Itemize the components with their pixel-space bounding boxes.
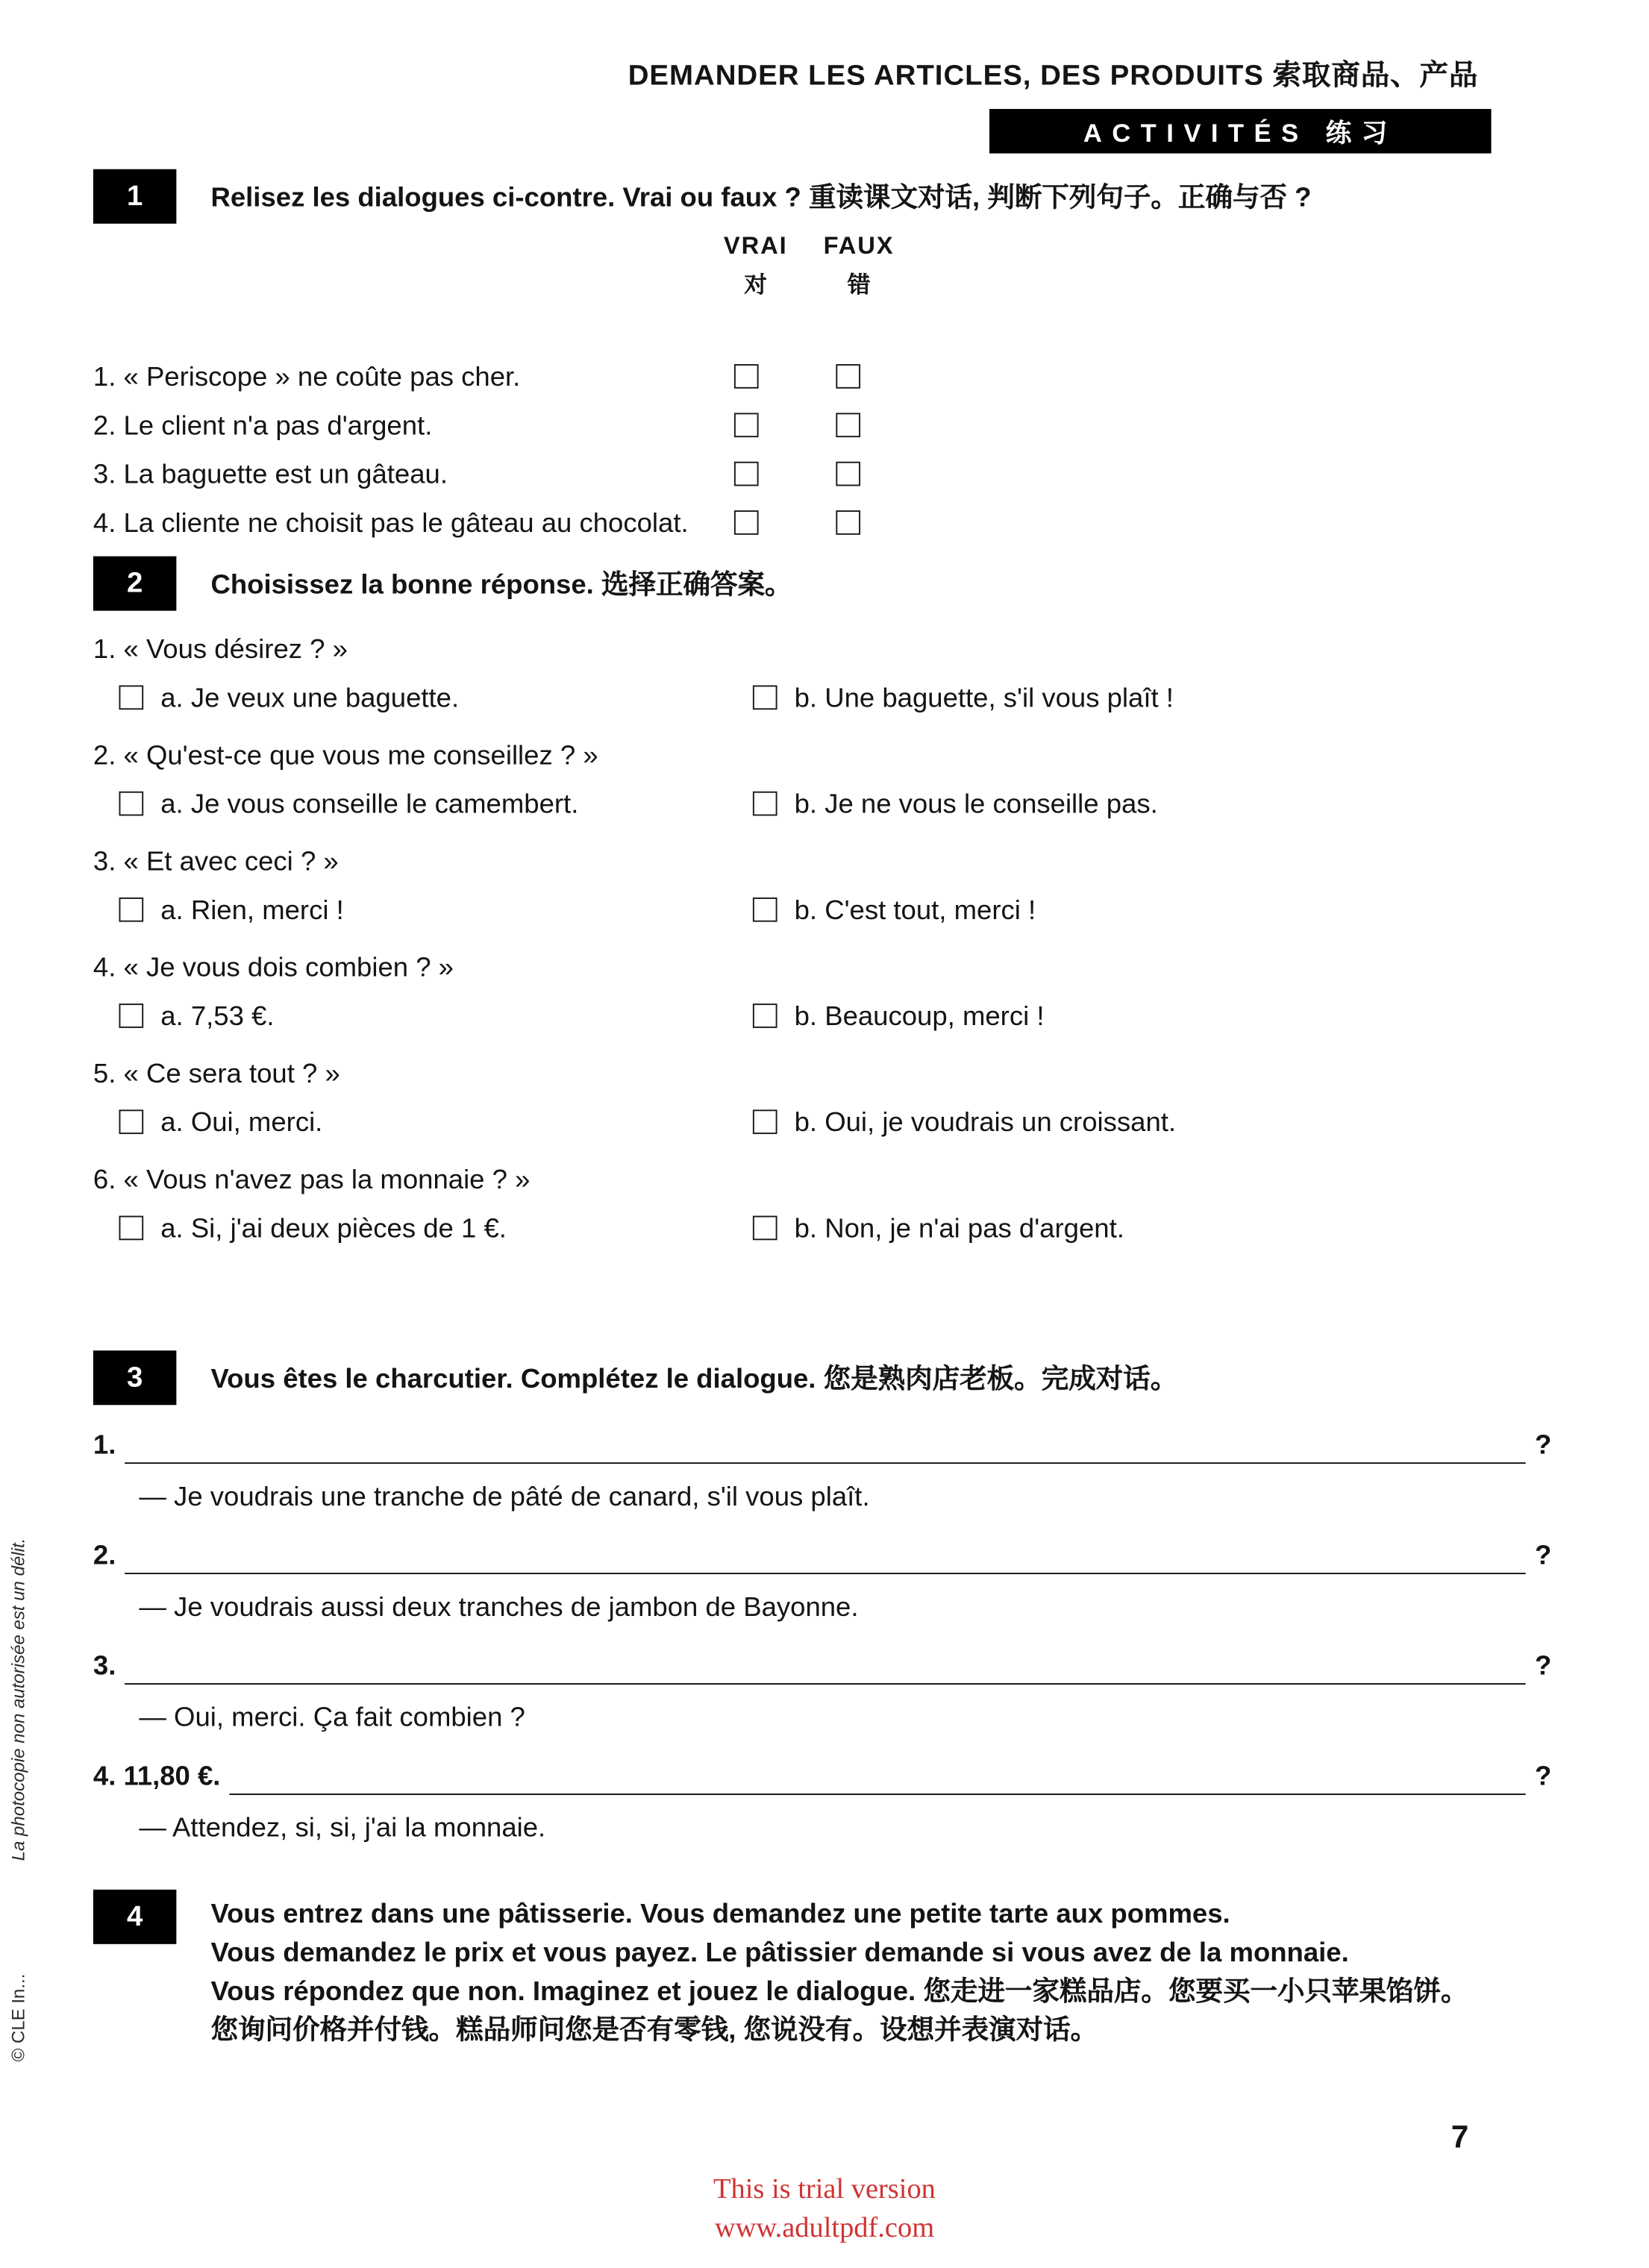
- exercise-1: [93, 169, 1551, 557]
- exercise-1-number: 1: [93, 169, 176, 224]
- option-b-checkbox-4[interactable]: [753, 1003, 777, 1028]
- instruction-line: Vous répondez que non. Imaginez et jouez le dialogue. 您走进一家糕品店。您要买一小只苹果馅饼。: [210, 1977, 1468, 2008]
- option-b-checkbox-5[interactable]: [753, 1109, 777, 1134]
- question-block: [93, 950, 1551, 1035]
- vrai-label-zh: 对: [744, 274, 768, 298]
- vrai-checkbox-3[interactable]: [734, 462, 759, 486]
- option-b-label: b. Une baguette, s'il vous plaît !: [794, 683, 1174, 715]
- faux-column-header: [813, 232, 905, 299]
- option-a-checkbox-3[interactable]: [119, 898, 144, 922]
- option-b-label: b. Je ne vous le conseille pas.: [794, 789, 1158, 821]
- dialogue-line-prefix: 2.: [93, 1541, 116, 1572]
- photocopy-margin-note: La photocopie non autorisée est un délit.: [8, 1538, 29, 1861]
- option-b-checkbox-3[interactable]: [753, 898, 777, 922]
- option-b-label: b. Non, je n'ai pas d'argent.: [794, 1214, 1124, 1245]
- dialogue-blank-4[interactable]: [229, 1762, 1526, 1795]
- option-b-checkbox-6[interactable]: [753, 1216, 777, 1241]
- question-text: 2. « Qu'est-ce que vous me conseillez ? »: [93, 741, 598, 771]
- option-b-label: b. C'est tout, merci !: [794, 896, 1036, 927]
- option-a-label: a. Je veux une baguette.: [160, 683, 460, 715]
- dialogue-line: [93, 1540, 1551, 1574]
- option-a-label: a. Rien, merci !: [160, 896, 344, 927]
- exercise-3-instruction: Vous êtes le charcutier. Complétez le dialogue. 您是熟肉店老板。完成对话。: [210, 1365, 1178, 1395]
- option-a-label: a. Si, j'ai deux pièces de 1 €.: [160, 1214, 507, 1245]
- exercise-2: [93, 557, 1551, 1247]
- vrai-checkbox-2[interactable]: [734, 413, 759, 437]
- question-mark: ?: [1534, 1651, 1552, 1682]
- option-a-checkbox-2[interactable]: [119, 792, 144, 816]
- item-text: 1. « Periscope » ne coûte pas cher.: [93, 363, 521, 393]
- item-text: 3. La baguette est un gâteau.: [93, 460, 448, 491]
- question-mark: ?: [1534, 1541, 1552, 1572]
- dialogue-blank-2[interactable]: [125, 1541, 1527, 1574]
- question-mark: ?: [1534, 1761, 1552, 1793]
- question-block: [93, 739, 1551, 823]
- dialogue-line: [93, 1650, 1551, 1685]
- dialogue-answer: — Je voudrais aussi deux tranches de jambon de Bayonne.: [139, 1593, 859, 1623]
- dialogue-blank-3[interactable]: [125, 1652, 1527, 1685]
- vrai-checkbox-1[interactable]: [734, 364, 759, 389]
- option-a-label: a. Oui, merci.: [160, 1108, 323, 1138]
- question-block: [93, 845, 1551, 929]
- exercise-1-instruction: Relisez les dialogues ci-contre. Vrai ou faux ? 重读课文对话, 判断下列句子。正确与否 ?: [210, 183, 1312, 214]
- true-false-item: [93, 361, 1551, 410]
- faux-label: FAUX: [823, 232, 895, 260]
- dialogue-answer: — Je voudrais une tranche de pâté de canard, s'il vous plaît.: [139, 1482, 870, 1513]
- question-block: [93, 632, 1551, 716]
- question-text: 1. « Vous désirez ? »: [93, 635, 348, 665]
- exercise-4: [93, 1890, 1551, 2050]
- option-b-checkbox-2[interactable]: [753, 792, 777, 816]
- copyright-margin-note: © CLE In...: [8, 1973, 29, 2062]
- option-a-checkbox-4[interactable]: [119, 1003, 144, 1028]
- instruction-line: Vous demandez le prix et vous payez. Le pâtissier demande si vous avez de la monnaie.: [210, 1938, 1349, 1969]
- exercise-3: [93, 1350, 1551, 1846]
- exercise-4-instruction: [210, 1890, 1468, 2050]
- faux-checkbox-1[interactable]: [836, 364, 860, 389]
- vrai-checkbox-4[interactable]: [734, 510, 759, 535]
- exercise-4-number: 4: [93, 1890, 176, 1944]
- item-text: 2. Le client n'a pas d'argent.: [93, 411, 433, 442]
- question-text: 6. « Vous n'avez pas la monnaie ? »: [93, 1165, 531, 1196]
- page-title: DEMANDER LES ARTICLES, DES PRODUITS 索取商品、产品: [628, 60, 1479, 92]
- watermark-line-1: This is trial version: [713, 2173, 936, 2205]
- trial-watermark: [0, 2173, 1649, 2245]
- activities-banner: ACTIVITÉS 练习: [989, 109, 1492, 154]
- true-false-item: [93, 459, 1551, 507]
- page-number: 7: [1451, 2119, 1469, 2155]
- faux-checkbox-3[interactable]: [836, 462, 860, 486]
- watermark-url[interactable]: www.adultpdf.com: [714, 2212, 935, 2244]
- option-b-checkbox-1[interactable]: [753, 686, 777, 710]
- option-a-checkbox-1[interactable]: [119, 686, 144, 710]
- dialogue-line-prefix: 4. 11,80 €.: [93, 1761, 221, 1793]
- question-text: 5. « Ce sera tout ? »: [93, 1059, 340, 1090]
- true-false-item: [93, 410, 1551, 459]
- exercise-3-number: 3: [93, 1350, 176, 1405]
- question-block: [93, 1056, 1551, 1141]
- exercise-2-instruction: Choisissez la bonne réponse. 选择正确答案。: [210, 570, 792, 601]
- option-b-label: b. Beaucoup, merci !: [794, 1002, 1045, 1033]
- question-mark: ?: [1534, 1430, 1552, 1462]
- faux-checkbox-2[interactable]: [836, 413, 860, 437]
- dialogue-blank-1[interactable]: [125, 1431, 1527, 1464]
- faux-checkbox-4[interactable]: [836, 510, 860, 535]
- instruction-line: 您询问价格并付钱。糕品师问您是否有零钱, 您说没有。设想并表演对话。: [210, 2015, 1098, 2046]
- vrai-column-header: [710, 232, 801, 299]
- question-text: 3. « Et avec ceci ? »: [93, 847, 339, 878]
- option-a-checkbox-5[interactable]: [119, 1109, 144, 1134]
- dialogue-line: [93, 1761, 1551, 1795]
- question-block: [93, 1162, 1551, 1247]
- dialogue-answer: — Attendez, si, si, j'ai la monnaie.: [139, 1813, 546, 1844]
- faux-label-zh: 错: [847, 274, 871, 298]
- option-b-label: b. Oui, je voudrais un croissant.: [794, 1108, 1177, 1138]
- question-text: 4. « Je vous dois combien ? »: [93, 953, 454, 984]
- exercise-2-number: 2: [93, 557, 176, 611]
- dialogue-answer: — Oui, merci. Ça fait combien ?: [139, 1702, 525, 1734]
- option-a-label: a. Je vous conseille le camembert.: [160, 789, 579, 821]
- option-a-checkbox-6[interactable]: [119, 1216, 144, 1241]
- dialogue-line-prefix: 3.: [93, 1651, 116, 1682]
- instruction-line: Vous entrez dans une pâtisserie. Vous demandez une petite tarte aux pommes.: [210, 1899, 1230, 1930]
- true-false-item: [93, 507, 1551, 556]
- dialogue-line: [93, 1429, 1551, 1464]
- item-text: 4. La cliente ne choisit pas le gâteau au chocolat.: [93, 509, 689, 539]
- dialogue-line-prefix: 1.: [93, 1430, 116, 1462]
- option-a-label: a. 7,53 €.: [160, 1002, 275, 1033]
- vrai-label: VRAI: [723, 232, 788, 260]
